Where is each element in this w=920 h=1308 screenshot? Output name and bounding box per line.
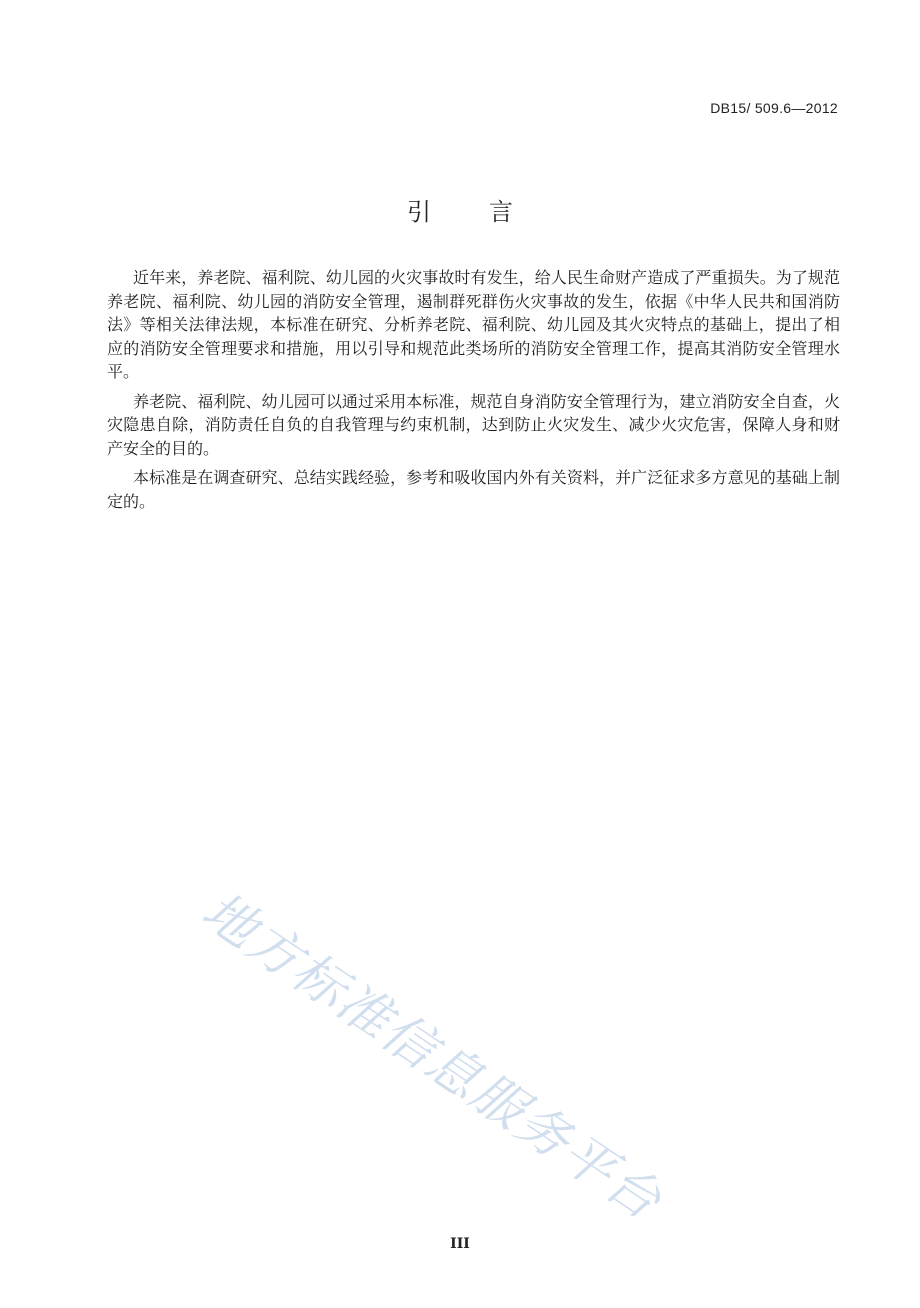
paragraph-2: 养老院、福利院、幼儿园可以通过采用本标准，规范自身消防安全管理行为，建立消防安全自查，火灾隐患自除，消防责任自负的自我管理与约束机制，达到防止火灾发生、减少火灾危害，保障人身和财产安全的目的。 <box>107 391 840 458</box>
body-text <box>107 266 840 519</box>
page-number: III <box>450 1236 470 1252</box>
watermark: 地方标准信息服务平台 <box>191 880 673 1233</box>
section-title: 引言 <box>407 198 571 226</box>
document-code: DB15/ 509.6—2012 <box>710 100 838 116</box>
paragraph-1: 近年来，养老院、福利院、幼儿园的火灾事故时有发生，给人民生命财产造成了严重损失。为了规范养老院、福利院、幼儿园的消防安全管理，遏制群死群伤火灾事故的发生，依据《中华人民共和国消防法》等相关法律法规，本标准在研究、分析养老院、福利院、幼儿园及其火灾特点的基础上，提出了相应的消防安全管理要求和措施，用以引导和规范此类场所的消防安全管理工作，提高其消防安全管理水平。 <box>107 268 840 381</box>
paragraph-3: 本标准是在调查研究、总结实践经验，参考和吸收国内外有关资料，并广泛征求多方意见的基础上制定的。 <box>107 468 840 511</box>
